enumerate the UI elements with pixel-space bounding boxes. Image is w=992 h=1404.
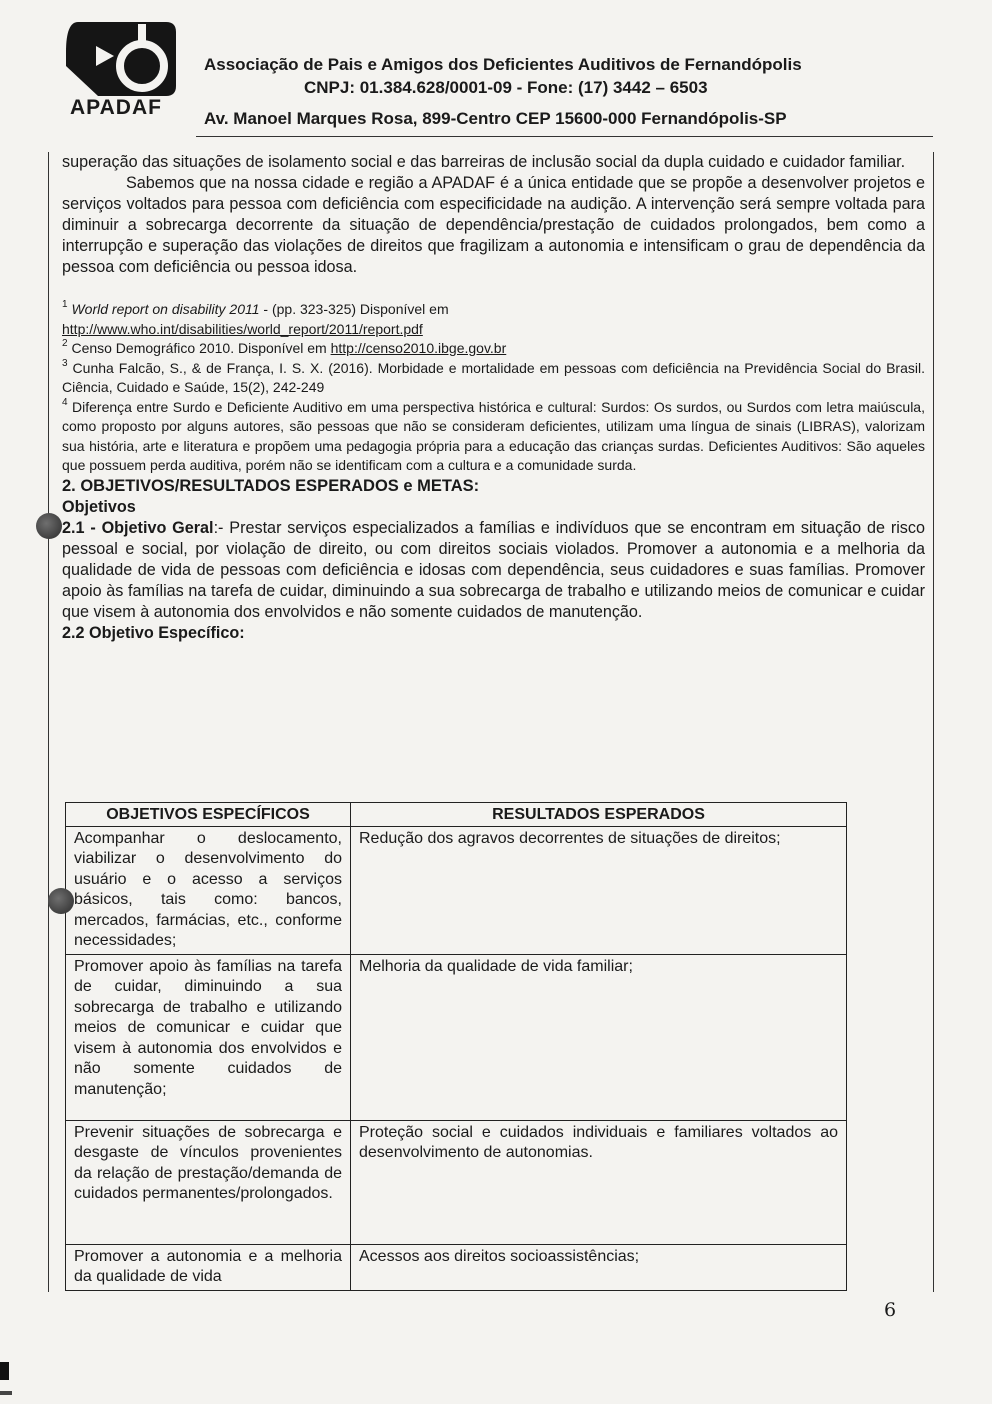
table-row [66, 1120, 847, 1244]
footnote-1 [62, 300, 925, 339]
footnote-marker: 3 [62, 357, 68, 369]
table-row [66, 1244, 847, 1290]
punch-hole-mark [48, 888, 74, 914]
footnote-link[interactable]: http://www.who.int/disabilities/world_report/2011/report.pdf [62, 320, 423, 337]
objetivo-geral-number: 2.1 [62, 518, 85, 537]
objectives-table [65, 802, 847, 1291]
footnote-text: Diferença entre Surdo e Deficiente Auditivo em uma perspectiva histórica e cultural: Surdos: Os surdos, ou Surdos com letra maiúscula, como proposto por alguns autores, são pessoas que não se consideram deficientes, utilizam uma língua de sinais (LIBRAS), valorizam sua história, arte e literatura e propõem uma pedagogia própria para a educação das crianças surdas. Deficientes Auditivos: São aqueles que possuem perda auditiva, porém não se identificam com a cultura e a comunidade surda. [62, 398, 925, 473]
table-row [66, 954, 847, 1120]
objetivo-geral: 2.1 - Objetivo Geral:- Prestar serviços especializados a famílias e indivíduos que se encontram em situação de risco pessoal e social, por violação de direito, ou com direitos sociais violados. Promover a autonomia e a melhoria da qualidade de vida de pessoas com deficiência e idosas com dependência, seus cuidadores e suas famílias. Promover apoio às famílias na tarefa de cuidar, diminuindo a sua sobrecarga de trabalho e utilizando meios de comunicar e cuidar que visem à autonomia dos envolvidos e não somente cuidados de manutenção. [62, 518, 925, 621]
table-cell-objetivo: Promover a autonomia e a melhoria da qualidade de vida [66, 1244, 351, 1290]
column-header: OBJETIVOS ESPECÍFICOS [66, 803, 351, 827]
table-header-row [66, 803, 847, 827]
table-cell-resultado: Proteção social e cuidados individuais e familiares voltados ao desenvolvimento de autonomias. [351, 1120, 847, 1244]
table-cell-resultado: Acessos aos direitos socioassistências; [351, 1244, 847, 1290]
column-header: RESULTADOS ESPERADOS [351, 803, 847, 827]
footnote-4 [62, 398, 925, 476]
org-name: Associação de Pais e Amigos dos Deficientes Auditivos de Fernandópolis [204, 55, 802, 74]
org-cnpj-phone: CNPJ: 01.384.628/0001-09 - Fone: (17) 3442 – 6503 [304, 78, 708, 97]
table-cell-objetivo: Promover apoio às famílias na tarefa de cuidar, diminuindo a sua sobrecarga de trabalho e utilizando meios de comunicar e cuidar que visem à autonomia dos envolvidos e não somente cuidados de manutenção; [66, 954, 351, 1120]
page-number: 6 [884, 1299, 897, 1321]
paragraph-apadaf: Sabemos que na nossa cidade e região a APADAF é a única entidade que se propõe a desenvolver projetos e serviços voltados para pessoa com deficiência com especificidade na audição. A intervenção será sempre voltada para diminuir a sobrecarga decorrente da situação de dependência/prestação de cuidados prolongados, bem como a interrupção e superação das violações de direitos que fragilizam a autonomia e intensificam o grau de dependência da pessoa com deficiência ou pessoa idosa. [62, 174, 925, 276]
footnote-marker: 2 [62, 338, 68, 349]
footnote-2 [62, 339, 925, 359]
footnote-text: - (pp. 323-325) Disponível em [259, 301, 449, 317]
table-cell-objetivo: Acompanhar o deslocamento, viabilizar o desenvolvimento do usuário e o acesso a serviços básicos, tais como: bancos, mercados, farmácias, etc., conforme necessidades; [66, 826, 351, 954]
objetivos-heading: Objetivos [62, 497, 136, 516]
table-cell-objetivo: Prevenir situações de sobrecarga e desgaste de vínculos provenientes da relação de prestação/demanda de cuidados permanentes/prolongados. [66, 1120, 351, 1244]
punch-hole-mark [36, 513, 62, 539]
footnote-3 [62, 359, 925, 398]
footnote-text: Censo Demográfico 2010. Disponível em [71, 340, 331, 356]
footnote-marker: 4 [62, 396, 68, 408]
org-address: Av. Manoel Marques Rosa, 899-Centro CEP 15600-000 Fernandópolis-SP [204, 109, 787, 128]
section-heading: 2. OBJETIVOS/RESULTADOS ESPERADOS e METAS: [62, 476, 480, 495]
scan-margin-mark [0, 1391, 12, 1395]
objetivo-geral-label: Objetivo Geral [101, 518, 214, 537]
scan-margin-mark [0, 1362, 9, 1380]
page-content [62, 152, 925, 644]
table-cell-resultado: Redução dos agravos decorrentes de situações de direitos; [351, 826, 847, 954]
footnote-link[interactable]: http://censo2010.ibge.gov.br [330, 340, 507, 356]
logo-wordmark: APADAF [70, 96, 162, 119]
header-divider [196, 136, 933, 137]
footnote-title: World report on disability 2011 [71, 301, 260, 317]
table-row [66, 826, 847, 954]
objetivo-especifico-heading: 2.2 Objetivo Específico: [62, 623, 245, 642]
footnote-text: Cunha Falcão, S., & de França, I. S. X. (2016). Morbidade e mortalidade em pessoas com deficiência na Previdência Social do Brasil. Ciência, Cuidado e Saúde, 15(2), 242-249 [62, 359, 925, 395]
paragraph-continuation: superação das situações de isolamento social e das barreiras de inclusão social da dupla cuidado e cuidador familiar. [62, 153, 906, 171]
table-cell-resultado: Melhoria da qualidade de vida familiar; [351, 954, 847, 1120]
objetivo-geral-text: :- Prestar serviços especializados a famílias e indivíduos que se encontram em situação de risco pessoal e social, por violação de direito, ou com direitos sociais violados. Promover a autonomia e a melhoria da qualidade de vida de pessoas com deficiência e idosas com dependência, seus cuidadores e suas famílias. Promover apoio às famílias na tarefa de cuidar, diminuindo a sua sobrecarga de trabalho e utilizando meios de comunicar e cuidar que visem à autonomia dos envolvidos e não somente cuidados de manutenção. [62, 518, 925, 621]
footnotes [62, 300, 925, 476]
footnote-marker: 1 [62, 299, 68, 310]
